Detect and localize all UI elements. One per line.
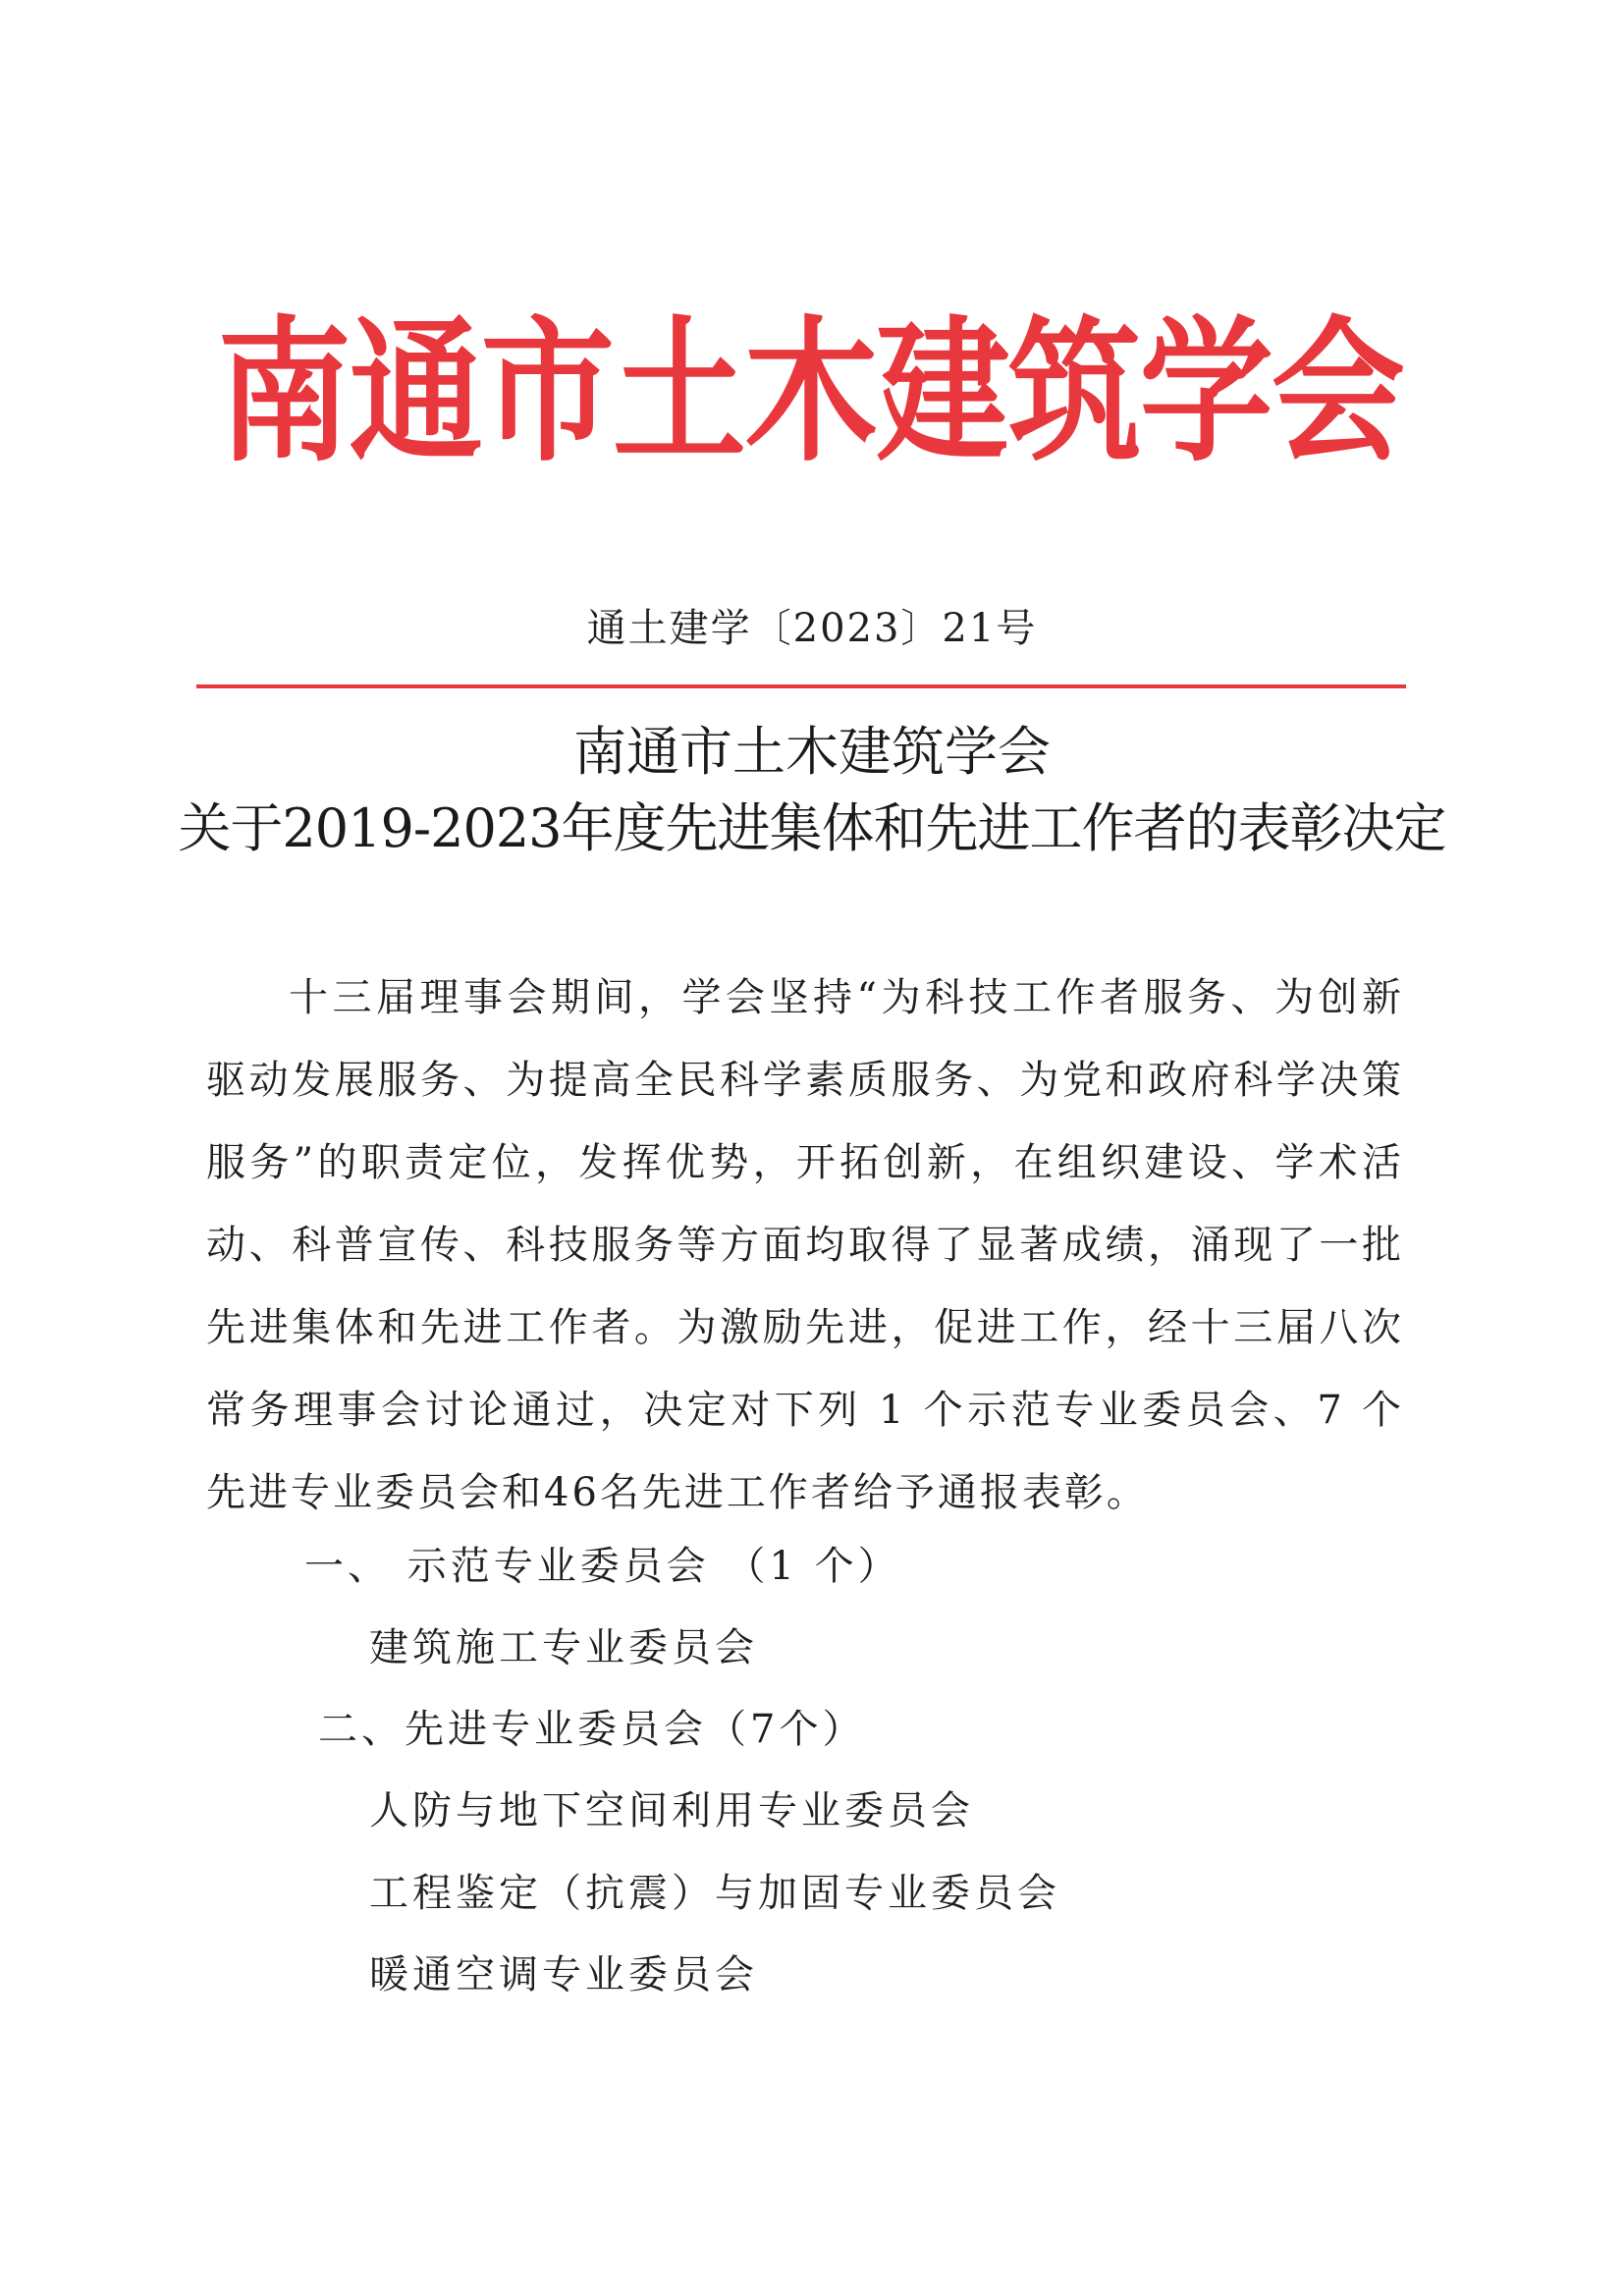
body-paragraph: 十三届理事会期间，学会坚持“为科技工作者服务、为创新驱动发展服务、为提高全民科学素质服务、为党和政府科学决策服务”的职责定位，发挥优势，开拓创新，在组织建设、学术活动、科普宣传、科技服务等方面均取得了显著成绩，涌现了一批先进集体和先进工作者。为激励先进，促进工作，经十三届八次常务理事会讨论通过，决定对下列 1 个示范专业委员会、7 个先进专业委员会和46名先进工作者给予通报表彰。: [206, 975, 1404, 1515]
header-divider: [196, 684, 1406, 688]
section-heading-demonstration: 一、 示范专业委员会 （1 个）: [304, 1544, 901, 1589]
list-item: 人防与地下空间利用专业委员会: [369, 1788, 974, 1833]
list-item: 暖通空调专业委员会: [369, 1952, 758, 1997]
list-item: 建筑施工专业委员会: [369, 1625, 758, 1670]
title-organization: 南通市土木建筑学会: [573, 721, 1051, 783]
organization-header: 南通市土木建筑学会: [217, 301, 1404, 483]
document-title: 关于2019-2023年度先进集体和先进工作者的表彰决定: [178, 797, 1446, 859]
section-heading-advanced: 二、先进专业委员会（7个）: [318, 1707, 866, 1752]
list-item: 工程鉴定（抗震）与加固专业委员会: [369, 1871, 1060, 1916]
document-number: 通土建学〔2023〕21号: [586, 606, 1038, 651]
